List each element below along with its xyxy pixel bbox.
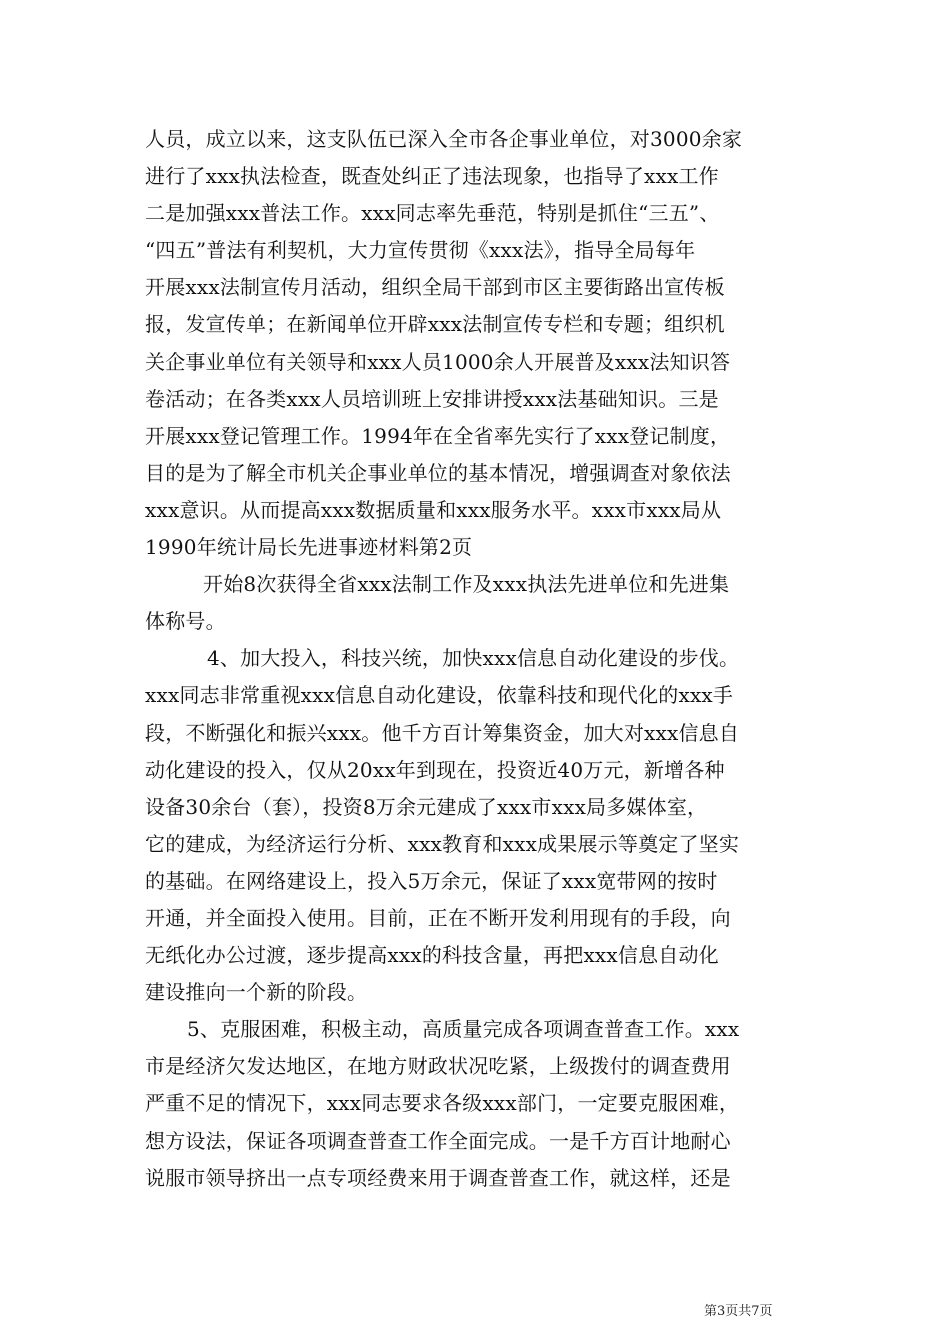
text-line: 动化建设的投入，仅从20xx年到现在，投资近40万元，新增各种: [145, 757, 725, 782]
paragraph-start-line: 4、加大投入，科技兴统，加快xxx信息自动化建设的步伐。: [207, 646, 740, 671]
text-line: 段，不断强化和振兴xxx。他千方百计筹集资金，加大对xxx信息自: [145, 720, 740, 745]
text-line: 它的建成，为经济运行分析、xxx教育和xxx成果展示等奠定了坚实: [145, 831, 740, 856]
text-line: 说服市领导挤出一点专项经费来用于调查普查工作，就这样，还是: [145, 1165, 731, 1190]
text-line: 的基础。在网络建设上，投入5万余元，保证了xxx宽带网的按时: [145, 868, 718, 893]
text-line: 进行了xxx执法检查，既查处纠正了违法现象，也指导了xxx工作: [145, 164, 719, 189]
text-line: 严重不足的情况下，xxx同志要求各级xxx部门，一定要克服困难，: [145, 1091, 740, 1116]
page-number-footer: 第3页共7页: [704, 1304, 773, 1319]
text-line: 报，发宣传单；在新闻单位开辟xxx法制宣传专栏和专题；组织机: [145, 312, 725, 337]
text-line: 卷活动；在各类xxx人员培训班上安排讲授xxx法基础知识。三是: [145, 386, 719, 411]
text-line: 目的是为了解全市机关企事业单位的基本情况，增强调查对象依法: [145, 460, 731, 485]
text-line: 开通，并全面投入使用。目前，正在不断开发利用现有的手段，向: [145, 905, 731, 930]
text-line: xxx意识。从而提高xxx数据质量和xxx服务水平。xxx市xxx局从: [145, 497, 722, 522]
text-line: 体称号。: [145, 609, 226, 634]
text-line: 开展xxx法制宣传月活动，组织全局干部到市区主要街路出宣传板: [145, 275, 725, 300]
text-line: 关企事业单位有关领导和xxx人员1000余人开展普及xxx法知识答: [145, 349, 731, 374]
text-line: 无纸化办公过渡，逐步提高xxx的科技含量，再把xxx信息自动化: [145, 943, 719, 968]
text-line: 二是加强xxx普法工作。xxx同志率先垂范，特别是抓住“三五”、: [145, 201, 720, 226]
text-line: “四五”普法有利契机，大力宣传贯彻《xxx法》，指导全局每年: [145, 238, 696, 263]
document-body: [145, 121, 825, 1197]
text-line: 想方设法，保证各项调查普查工作全面完成。一是千方百计地耐心: [145, 1128, 731, 1153]
text-line: 开展xxx登记管理工作。1994年在全省率先实行了xxx登记制度，: [145, 423, 731, 448]
text-line: xxx同志非常重视xxx信息自动化建设，依靠科技和现代化的xxx手: [145, 683, 734, 708]
paragraph-start-line: 5、克服困难，积极主动，高质量完成各项调查普查工作。xxx: [187, 1017, 740, 1042]
text-line: 设备30余台（套），投资8万余元建成了xxx市xxx局多媒体室，: [145, 794, 708, 819]
text-line: 1990年统计局长先进事迹材料第2页: [145, 535, 473, 560]
text-line: 市是经济欠发达地区，在地方财政状况吃紧，上级拨付的调查费用: [145, 1054, 731, 1079]
paragraph-start-line: 开始8次获得全省xxx法制工作及xxx执法先进单位和先进集: [203, 572, 730, 597]
text-line: 人员，成立以来，这支队伍已深入全市各企事业单位，对3000余家: [145, 127, 743, 151]
text-line: 建设推向一个新的阶段。: [145, 980, 368, 1005]
